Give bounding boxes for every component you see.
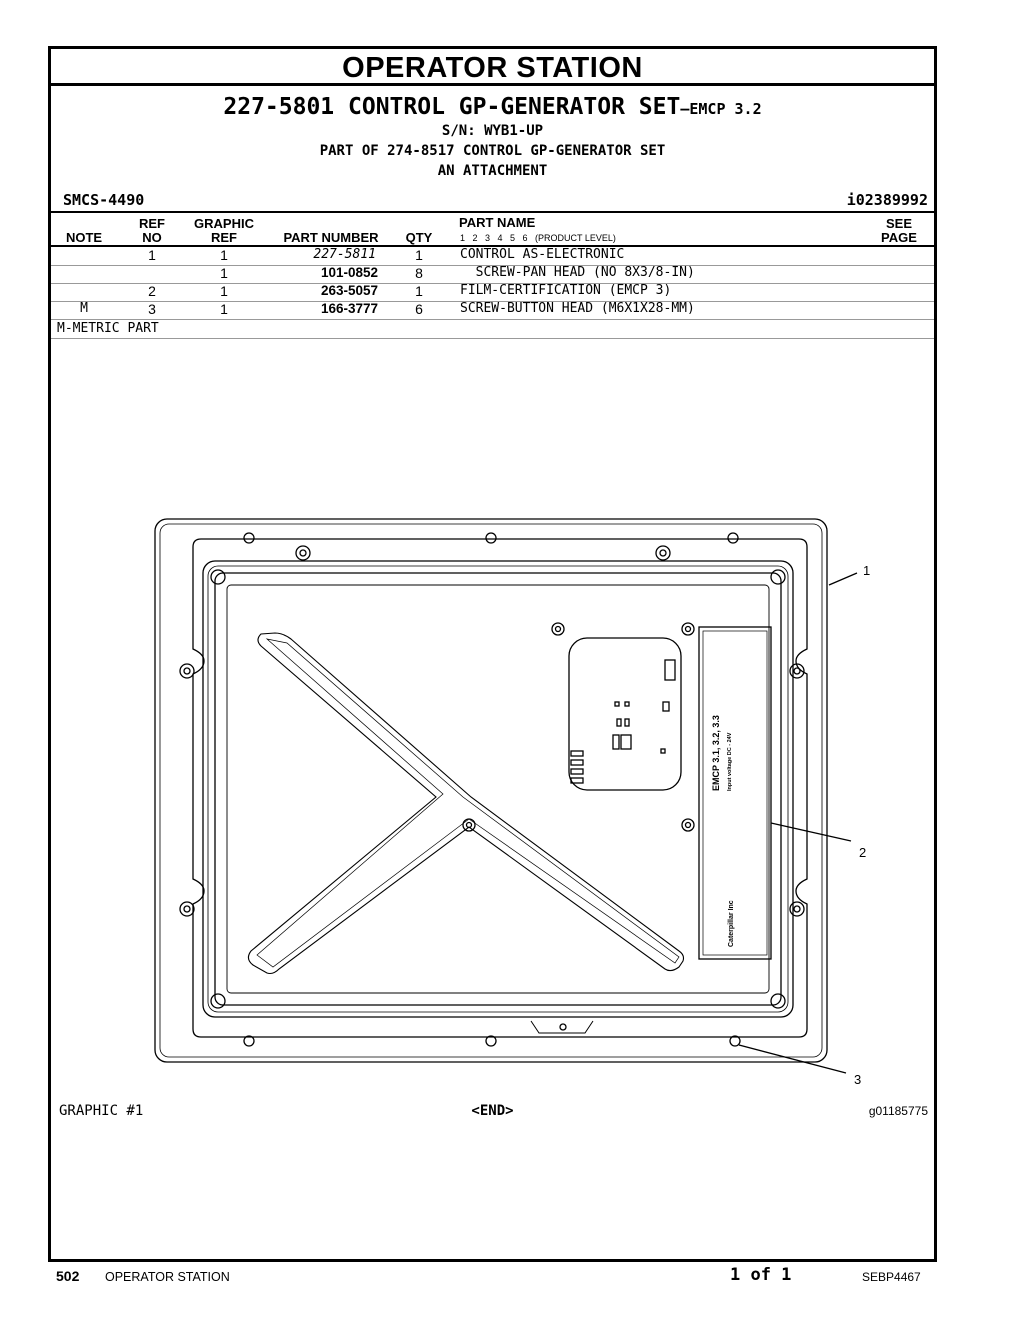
film-label-maker: Caterpillar Inc — [728, 900, 735, 947]
header-see-page-top: SEE — [885, 216, 912, 231]
row-ref-no: 3 — [148, 301, 156, 317]
header-note: NOTE — [65, 230, 103, 245]
housing-screw — [656, 546, 670, 560]
footer-page-number: 502 — [56, 1268, 80, 1284]
row-ref-no: 2 — [148, 283, 156, 299]
housing-screw — [180, 664, 194, 678]
row-ref-no: 1 — [148, 247, 156, 263]
callout-2: 2 — [859, 845, 867, 860]
callout-1: 1 — [863, 563, 871, 578]
plate-hole-screw — [486, 533, 496, 543]
page-frame — [48, 46, 937, 1262]
graphic-label: GRAPHIC #1 — [59, 1103, 144, 1119]
display-screw — [682, 819, 694, 831]
row-graphic-ref: 1 — [220, 301, 228, 317]
group-title-suffix: —EMCP 3.2 — [680, 100, 762, 118]
film-label-line: Input voltage DC - 24V — [727, 732, 733, 791]
row-qty: 6 — [415, 301, 423, 317]
plate-hole-screw — [244, 533, 254, 543]
row-graphic-ref: 1 — [220, 283, 228, 299]
row-qty: 8 — [415, 265, 423, 281]
header-ref-no-top: REF — [139, 216, 165, 231]
callout-leader-2 — [771, 823, 851, 841]
header-part-number: PART NUMBER — [283, 230, 379, 245]
row-graphic-ref: 1 — [220, 247, 228, 263]
display-screw — [552, 623, 564, 635]
section-title: OPERATOR STATION — [51, 49, 934, 86]
header-qty: QTY — [405, 230, 433, 245]
certification-film — [699, 627, 771, 959]
display-window — [569, 638, 681, 790]
smcs-code: SMCS-4490 — [63, 191, 145, 209]
housing-screw — [296, 546, 310, 560]
row-part-number: 101-0852 — [320, 265, 378, 280]
housing-screw — [180, 902, 194, 916]
footer-section-name: OPERATOR STATION — [105, 1270, 230, 1284]
row-part-name: CONTROL AS-ELECTRONIC — [460, 247, 625, 262]
row-part-number: 166-3777 — [320, 301, 378, 316]
row-part-name: SCREW-BUTTON HEAD (M6X1X28-MM) — [460, 301, 695, 316]
row-part-name: SCREW-PAN HEAD (NO 8X3/8-IN) — [460, 265, 695, 280]
row-part-name: FILM-CERTIFICATION (EMCP 3) — [460, 283, 672, 298]
graphic-number: g01185775 — [868, 1104, 928, 1118]
housing-screw — [790, 902, 804, 916]
footer-page-of: 1 of 1 — [730, 1265, 792, 1285]
attachment-line: AN ATTACHMENT — [437, 163, 548, 179]
header-see-page-bottom: PAGE — [881, 230, 917, 245]
row-part-number: 227-5811 — [313, 247, 376, 262]
row-qty: 1 — [415, 247, 423, 263]
diagonal-rib — [248, 633, 683, 974]
callout-3: 3 — [854, 1072, 862, 1087]
part-of-line: PART OF 274-8517 CONTROL GP-GENERATOR SET — [319, 143, 666, 159]
footer-document-number: SEBP4467 — [862, 1270, 921, 1284]
row-qty: 1 — [415, 283, 423, 299]
metric-footnote: M-METRIC PART — [57, 321, 159, 336]
row-note: M — [80, 301, 88, 316]
header-ref-no-bottom: NO — [142, 230, 162, 245]
header-graphic-ref-bottom: REF — [211, 230, 237, 245]
plate-hole-screw — [728, 533, 738, 543]
display-screw — [682, 623, 694, 635]
header-graphic-ref-top: GRAPHIC — [194, 216, 254, 231]
end-marker: <END> — [471, 1103, 514, 1119]
display-screw — [463, 819, 475, 831]
serial-number: S/N: WYB1-UP — [441, 123, 544, 139]
callout-leader-1 — [829, 573, 857, 585]
callout-leader-3 — [739, 1045, 846, 1073]
group-title-text: 227-5801 CONTROL GP-GENERATOR SET — [223, 94, 681, 120]
row-graphic-ref: 1 — [220, 265, 228, 281]
row-part-number: 263-5057 — [320, 283, 378, 298]
illustration-id: i02389992 — [846, 191, 928, 209]
header-product-level: 1 2 3 4 5 6 (PRODUCT LEVEL) — [460, 233, 616, 243]
header-part-name: PART NAME — [459, 215, 536, 230]
film-label-title: EMCP 3.1, 3.2, 3.3 — [711, 715, 721, 791]
control-panel-drawing — [51, 49, 934, 1259]
